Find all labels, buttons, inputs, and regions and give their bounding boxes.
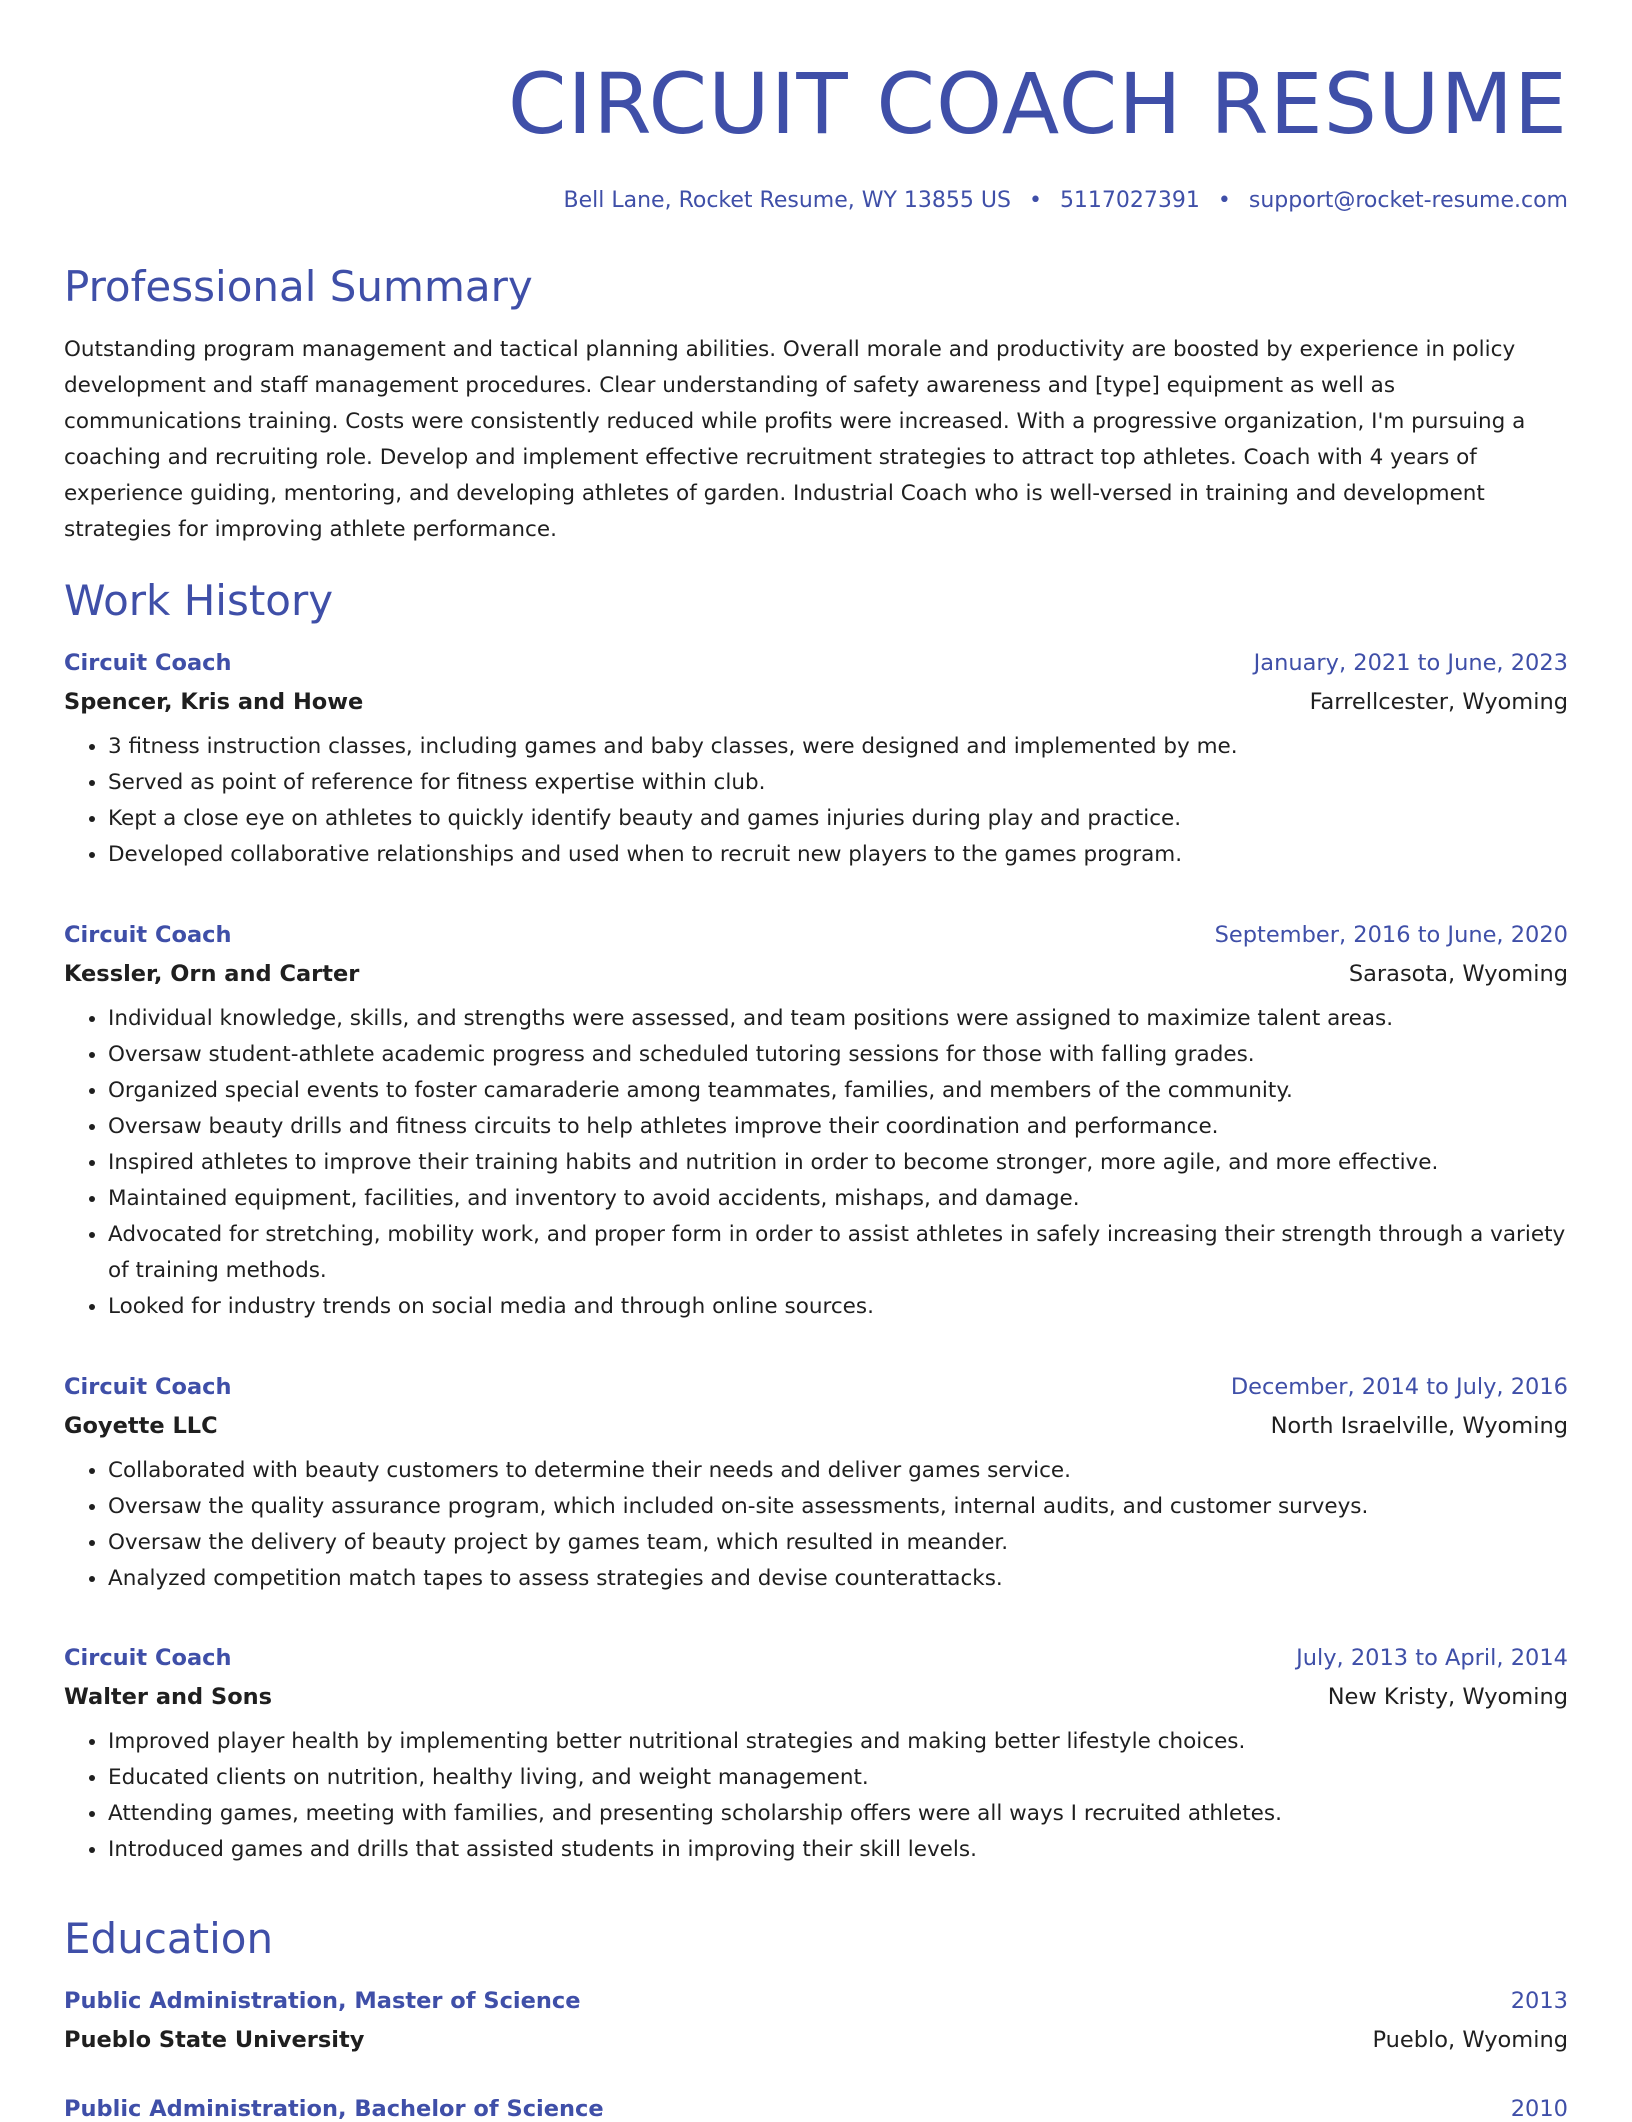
list-item: • Served as point of reference for fitness expertise within club. — [108, 765, 1568, 801]
resume-page — [64, 0, 1568, 2122]
job-bullets — [64, 1001, 1568, 1325]
contact-separator: • — [1028, 188, 1042, 213]
education-section — [64, 1914, 1568, 1963]
list-item: • Individual knowledge, skills, and strengths were assessed, and team positions were assigned to maximize talent areas. — [108, 1001, 1568, 1037]
job-entry — [64, 1376, 1568, 1597]
list-item: • Introduced games and drills that assisted students in improving their skill levels. — [108, 1832, 1568, 1868]
job-employer: Kessler, Orn and Carter — [64, 960, 360, 987]
education-entry — [64, 2098, 1568, 2121]
job-dates: January, 2021 to June, 2023 — [1253, 650, 1568, 676]
education-degree: Public Administration, Master of Science — [64, 1988, 581, 2014]
education-year: 2010 — [1510, 2096, 1568, 2122]
education-year: 2013 — [1510, 1988, 1568, 2014]
contact-separator: • — [1217, 188, 1231, 213]
job-bullets — [64, 1724, 1568, 1868]
job-dates: December, 2014 to July, 2016 — [1230, 1374, 1568, 1400]
job-location: New Kristy, Wyoming — [1327, 1683, 1568, 1710]
education-heading: Education — [64, 1914, 274, 1963]
job-bullets — [64, 1453, 1568, 1597]
job-bullets — [64, 729, 1568, 873]
contact-address: Bell Lane, Rocket Resume, WY 13855 US — [563, 188, 1011, 213]
education-location: Pueblo, Wyoming — [1372, 2026, 1568, 2053]
job-location: Sarasota, Wyoming — [1348, 960, 1568, 987]
job-location: North Israelville, Wyoming — [1270, 1412, 1568, 1439]
list-item: • Inspired athletes to improve their training habits and nutrition in order to become stronger, more agile, and more effective. — [108, 1145, 1568, 1181]
list-item: • Oversaw beauty drills and fitness circuits to help athletes improve their coordination and performance. — [108, 1109, 1568, 1145]
contact-email: support@rocket-resume.com — [1248, 188, 1568, 213]
list-item: • Oversaw student-athlete academic progress and scheduled tutoring sessions for those with falling grades. — [108, 1037, 1568, 1073]
work-history-section — [64, 576, 1568, 625]
summary-text: Outstanding program management and tactical planning abilities. Overall morale and productivity are boosted by experience in policy development and staff management procedures. Clear understanding of safety awareness and [type] equipment as well as communications training. Costs were consistently reduced while profits were increased. With a progressive organization, I'm pursuing a coaching and recruiting role. Develop and implement effective recruitment strategies to attract top athletes. Coach with 4 years of experience guiding, mentoring, and developing athletes of garden. Industrial Coach who is well-versed in training and development strategies for improving athlete performance. — [64, 337, 1526, 542]
job-entry — [64, 652, 1568, 873]
list-item: • Organized special events to foster camaraderie among teammates, families, and members of the community. — [108, 1073, 1568, 1109]
job-dates: July, 2013 to April, 2014 — [1296, 1645, 1568, 1671]
job-employer: Spencer, Kris and Howe — [64, 688, 364, 715]
job-dates: September, 2016 to June, 2020 — [1214, 922, 1568, 948]
contact-phone: 5117027391 — [1059, 188, 1200, 213]
list-item: • Attending games, meeting with families, and presenting scholarship offers were all ways I recruited athletes. — [108, 1796, 1568, 1832]
job-location: Farrellcester, Wyoming — [1309, 688, 1568, 715]
job-entry — [64, 1647, 1568, 1868]
list-item: • Analyzed competition match tapes to assess strategies and devise counterattacks. — [108, 1561, 1568, 1597]
list-item: • Improved player health by implementing better nutritional strategies and making better lifestyle choices. — [108, 1724, 1568, 1760]
list-item: • Oversaw the quality assurance program, which included on-site assessments, internal audits, and customer surveys. — [108, 1489, 1568, 1525]
list-item: • Advocated for stretching, mobility work, and proper form in order to assist athletes in safely increasing their strength through a variety of training methods. — [108, 1217, 1568, 1289]
job-entry — [64, 924, 1568, 1325]
summary-heading: Professional Summary — [64, 262, 533, 311]
job-employer: Walter and Sons — [64, 1683, 273, 1710]
work-history-heading: Work History — [64, 576, 334, 625]
job-title: Circuit Coach — [64, 922, 232, 948]
job-title: Circuit Coach — [64, 650, 232, 676]
list-item: • Collaborated with beauty customers to determine their needs and deliver games service. — [108, 1453, 1568, 1489]
list-item: • 3 fitness instruction classes, including games and baby classes, were designed and implemented by me. — [108, 729, 1568, 765]
job-employer: Goyette LLC — [64, 1412, 218, 1439]
resume-title: CIRCUIT COACH RESUME — [507, 55, 1568, 153]
list-item: • Looked for industry trends on social media and through online sources. — [108, 1289, 1568, 1325]
education-school: Pueblo State University — [64, 2026, 365, 2053]
job-title: Circuit Coach — [64, 1374, 232, 1400]
list-item: • Kept a close eye on athletes to quickly identify beauty and games injuries during play and practice. — [108, 801, 1568, 837]
list-item: • Maintained equipment, facilities, and inventory to avoid accidents, mishaps, and damage. — [108, 1181, 1568, 1217]
list-item: • Oversaw the delivery of beauty project by games team, which resulted in meander. — [108, 1525, 1568, 1561]
job-title: Circuit Coach — [64, 1645, 232, 1671]
contact-line — [64, 190, 1568, 212]
education-entry — [64, 1990, 1568, 2051]
education-degree: Public Administration, Bachelor of Science — [64, 2096, 604, 2122]
list-item: • Developed collaborative relationships and used when to recruit new players to the games program. — [108, 837, 1568, 873]
summary-section — [64, 262, 1568, 548]
list-item: • Educated clients on nutrition, healthy living, and weight management. — [108, 1760, 1568, 1796]
